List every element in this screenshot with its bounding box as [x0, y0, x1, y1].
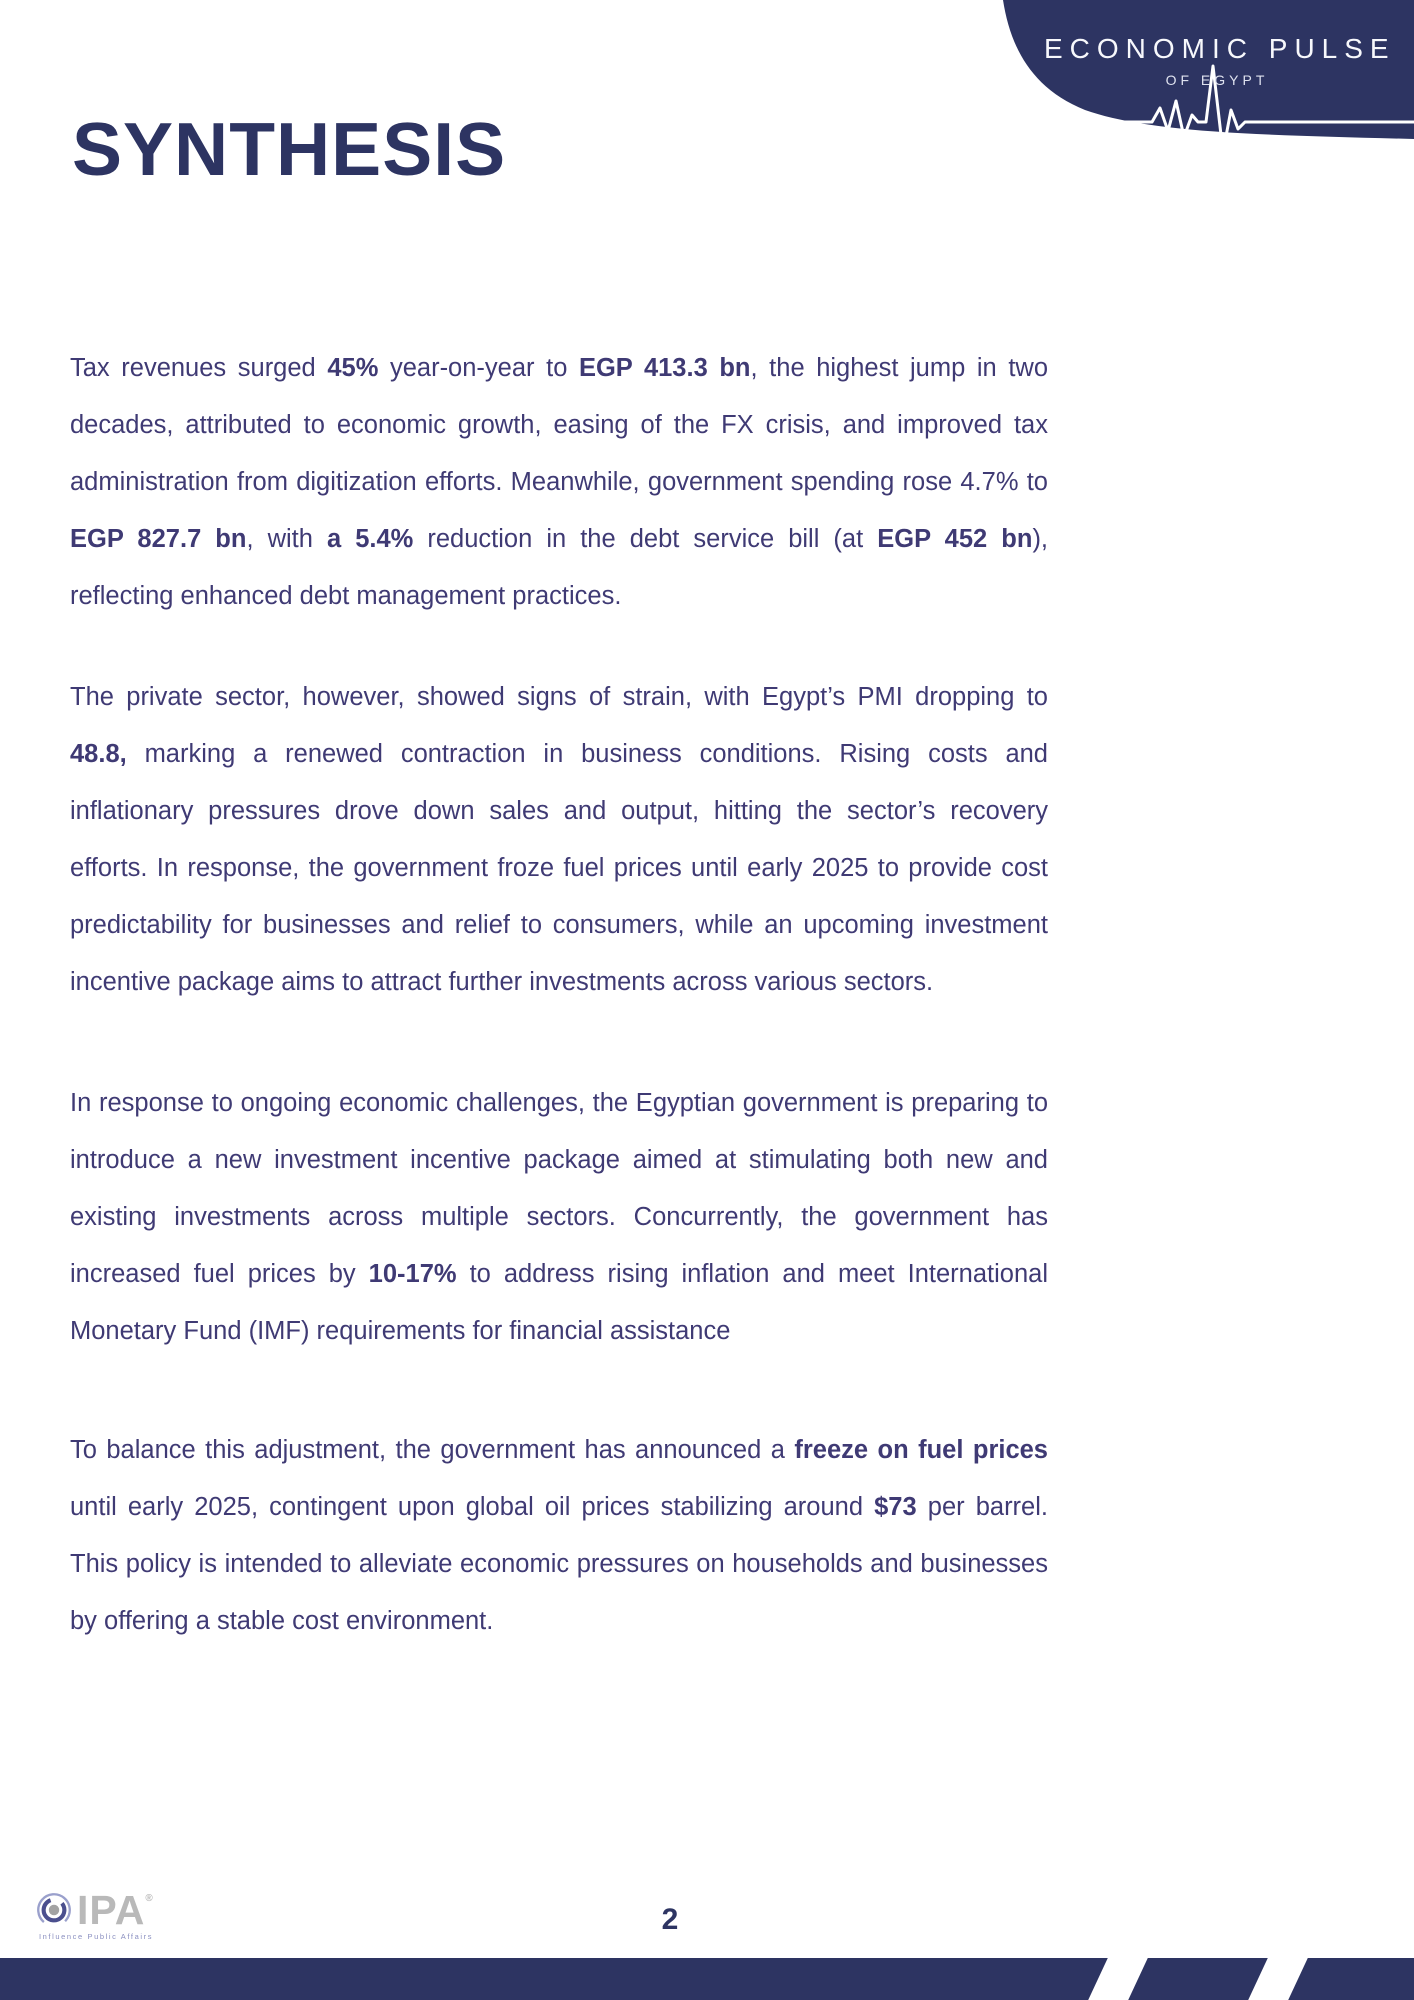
footer-stripe [1084, 1958, 1153, 2000]
ipa-logo-tagline-row [36, 1932, 156, 1941]
footer-bar [0, 1958, 1414, 2000]
header-badge [1000, 0, 1414, 140]
synthesis-paragraphs [70, 340, 1048, 1650]
paragraph: In response to ongoing economic challenges, the Egyptian government is preparing to introduce a new investment incentive package aimed at stimulating both new and existing investments across multiple sectors. Concurrently, the government has increased fuel prices by 10-17% to address rising inflation and meet International Monetary Fund (IMF) requirements for financial assistance [70, 1089, 1048, 1345]
ipa-logo-tagline: Influence Public Affairs [38, 1932, 154, 1941]
footer-stripe [1244, 1958, 1313, 2000]
page-number: 2 [661, 1903, 679, 1936]
ipa-logo [36, 1887, 156, 1941]
paragraph: The private sector, however, showed signs of strain, with Egypt’s PMI dropping to 48.8, marking a renewed contraction in business conditions. Rising costs and inflationary pressures drove down sales and output, hitting the sector’s recovery efforts. In response, the government froze fuel prices until early 2025 to provide cost predictability for businesses and relief to consumers, while an upcoming investment incentive package aims to attract further investments across various sectors. [70, 683, 1048, 996]
badge-subtitle: OF EGYPT [1165, 72, 1269, 88]
ipa-logo-text: IPA® [77, 1887, 154, 1933]
badge-background [1003, 0, 1414, 139]
badge-shape [1000, 0, 1414, 140]
ipa-logo-icon [36, 1892, 72, 1928]
page-title: SYNTHESIS [72, 107, 507, 191]
registered-mark: ® [145, 1893, 154, 1904]
paragraph: Tax revenues surged 45% year-on-year to EGP 413.3 bn, the highest jump in two decades, attributed to economic growth, easing of the FX crisis, and improved tax administration from digitization efforts. Meanwhile, government spending rose 4.7% to EGP 827.7 bn, with a 5.4% reduction in the debt service bill (at EGP 452 bn), reflecting enhanced debt management practices. [70, 354, 1049, 610]
badge-title: ECONOMIC PULSE [1044, 33, 1396, 64]
paragraph: To balance this adjustment, the government has announced a freeze on fuel prices until early 2025, contingent upon global oil prices stabilizing around $73 per barrel. This policy is intended to alleviate economic pressures on households and businesses by offering a stable cost environment. [70, 1436, 1048, 1635]
